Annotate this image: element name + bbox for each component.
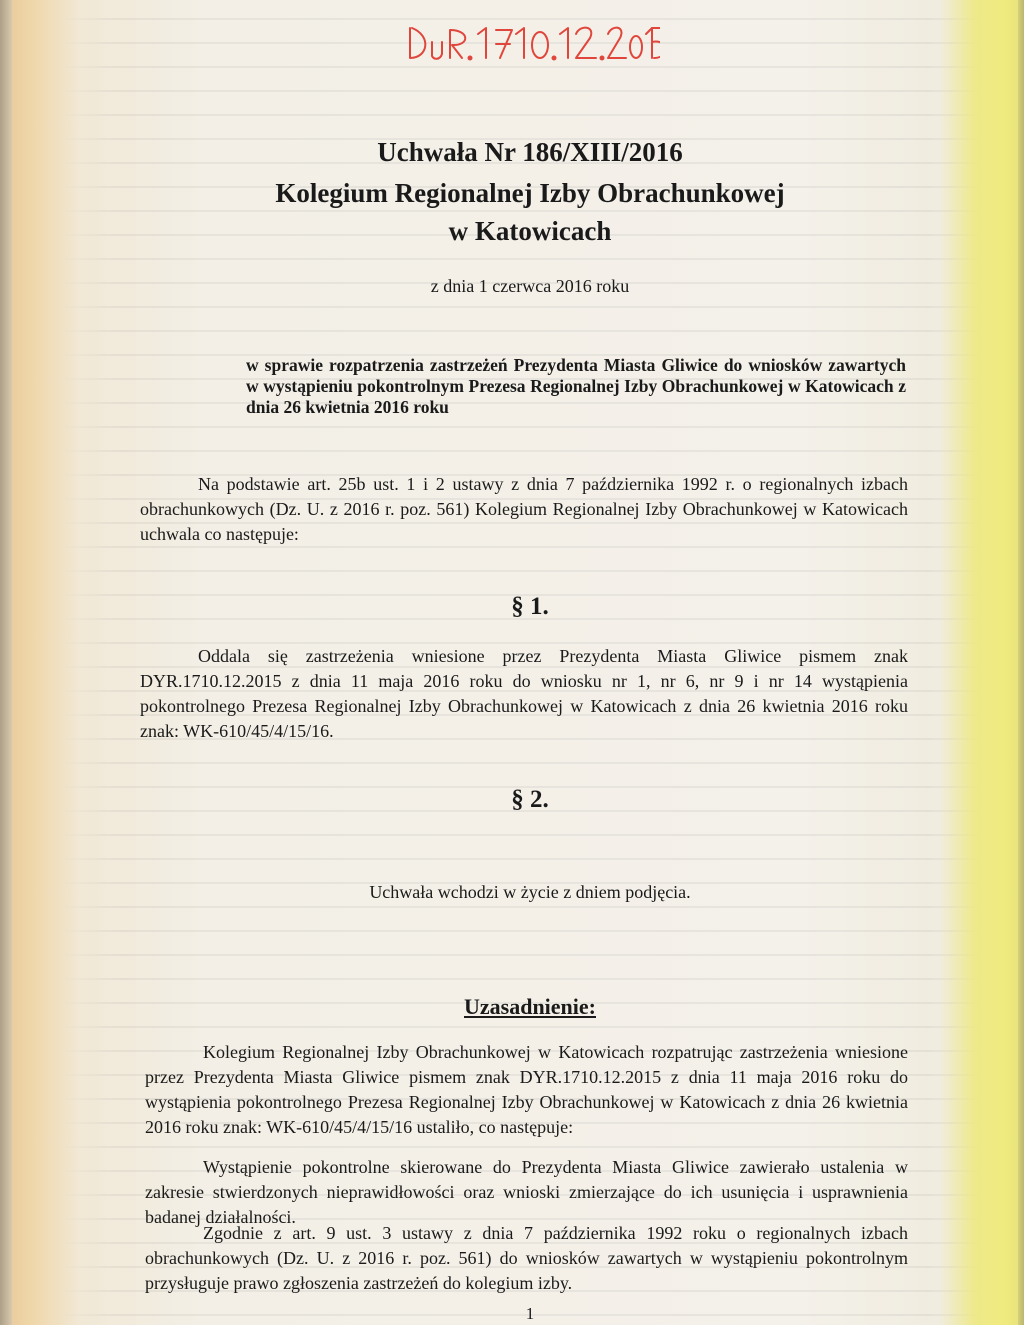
justification-paragraph-1: Kolegium Regionalnej Izby Obrachunkowej w Katowicach rozpatrując zastrzeżenia wniesione przez Prezydenta Miasta Gliwice pismem znak DYR.1710.12.2015 z dnia 11 maja 2016 roku do wystąpienia pokontrolnego Prezesa Regionalnej Izby Obrachunkowej w Katowicach z dnia 26 kwietnia 2016 roku znak: WK-610/45/4/15/16 ustaliło, co następuje: <box>145 1042 908 1137</box>
resolution-number-title: Uchwała Nr 186/XIII/2016 <box>377 137 683 167</box>
scan-right-edge <box>1018 0 1024 1325</box>
resolution-date: z dnia 1 czerwca 2016 roku <box>430 276 630 296</box>
issuing-body-title: Kolegium Regionalnej Izby Obrachunkowej <box>275 178 785 208</box>
resolution-subject: w sprawie rozpatrzenia zastrzeżeń Prezydenta Miasta Gliwice do wniosków zawartych w wystąpieniu pokontrolnym Prezesa Regionalnej Izby Obrachunkowej w Katowicach z dnia 26 kwietnia 2016 roku <box>246 355 906 417</box>
scan-left-edge <box>0 0 12 1325</box>
section-1-mark: § 1. <box>511 593 549 620</box>
section-2-mark: § 2. <box>511 786 549 813</box>
justification-heading: Uzasadnienie: <box>464 994 596 1019</box>
legal-basis-paragraph: Na podstawie art. 25b ust. 1 i 2 ustawy z dnia 7 października 1992 r. o regionalnych izbach obrachunkowych (Dz. U. z 2016 r. poz. 561) Kolegium Regionalnej Izby Obrachunkowej w Katowicach uchwala co następuje: <box>140 474 908 544</box>
page-number: 1 <box>525 1304 535 1323</box>
handwritten-reference-number <box>400 18 660 66</box>
section-1-text: Oddala się zastrzeżenia wniesione przez Prezydenta Miasta Gliwice pismem znak DYR.1710.12.2015 z dnia 11 maja 2016 roku do wniosku nr 1, nr 6, nr 9 i nr 14 wystąpienia pokontrolnego Prezesa Regionalnej Izby Obrachunkowej w Katowicach z dnia 26 kwietnia 2016 roku znak: WK-610/45/4/15/16. <box>140 646 908 741</box>
section-2-text: Uchwała wchodzi w życie z dniem podjęcia. <box>369 882 691 902</box>
justification-paragraph-3: Zgodnie z art. 9 ust. 3 ustawy z dnia 7 października 1992 roku o regionalnych izbach obrachunkowych (Dz. U. z 2016 r. poz. 561) do wniosków zawartych w wystąpieniu pokontrolnym przysługuje prawo zgłoszenia zastrzeżeń do kolegium izby. <box>145 1223 908 1293</box>
issuing-body-location: w Katowicach <box>448 216 612 246</box>
justification-paragraph-2: Wystąpienie pokontrolne skierowane do Prezydenta Miasta Gliwice zawierało ustalenia w zakresie stwierdzonych nieprawidłowości oraz wnioski zmierzające do ich usunięcia i usprawnienia badanej działalności. <box>145 1157 908 1227</box>
